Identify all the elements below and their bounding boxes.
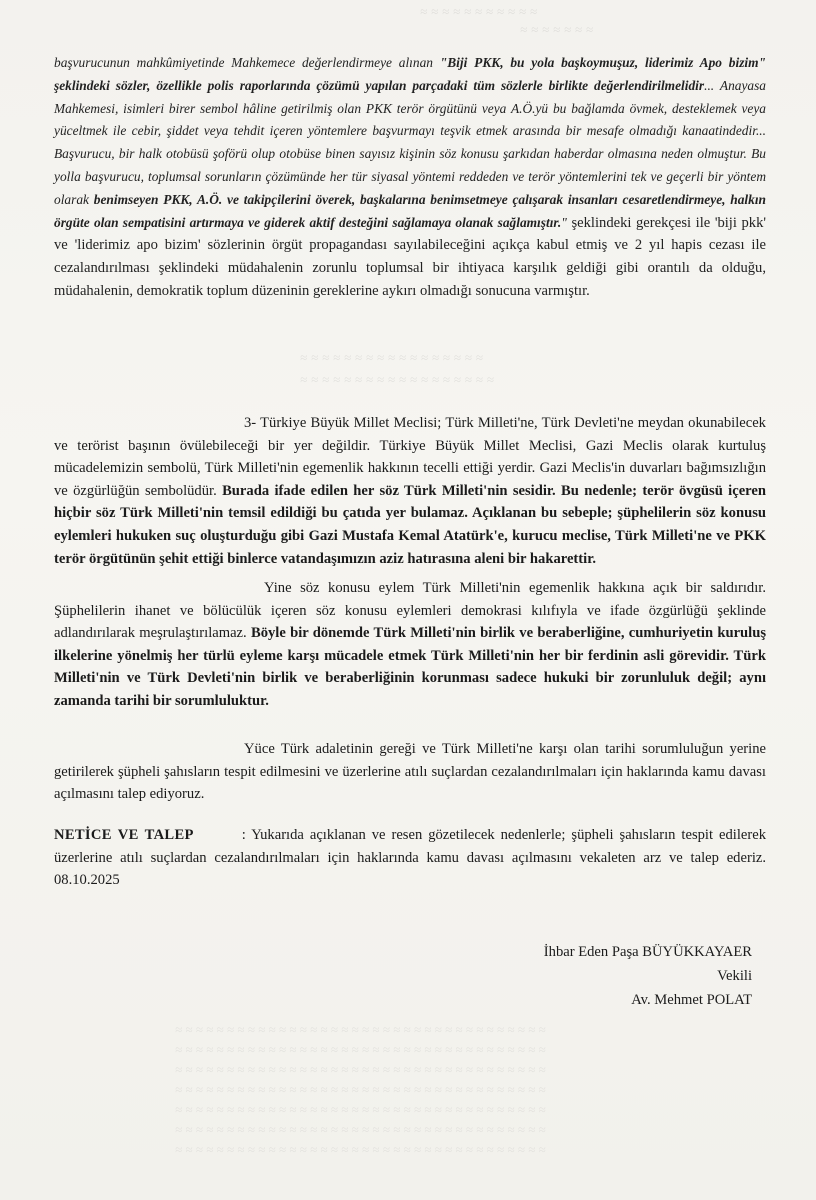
section-5-text: Yüce Türk adaletinin gereği ve Türk Milleti'ne karşı olan tarihi sorumluluğun yerine getirilerek şüpheli şahısların tespit edilmesini ve üzerlerine atılı suçlardan cezalandırılmaları için haklarında kamu davası açılmasını talep ediyoruz.: [54, 741, 766, 803]
quote-intro: başvurucunun mahkûmiyetinde Mahkemece değerlendirmeye alınan: [54, 55, 440, 70]
bleed-through-text-block: ≈ ≈ ≈ ≈ ≈ ≈ ≈ ≈ ≈ ≈ ≈ ≈ ≈ ≈ ≈ ≈ ≈ ≈ ≈ ≈ ≈ ≈ ≈ ≈ ≈ ≈ ≈ ≈ ≈ ≈ ≈ ≈ ≈ ≈ ≈ ≈ ≈ ≈ ≈ ≈ ≈ ≈ ≈ ≈ ≈ ≈ ≈ ≈ ≈ ≈ ≈ ≈ ≈ ≈ ≈ ≈ ≈ ≈ ≈ ≈ ≈ ≈ ≈ ≈ ≈ ≈ ≈ ≈ ≈ ≈ ≈ ≈ ≈ ≈ ≈ ≈ ≈ ≈ ≈ ≈ ≈ ≈ ≈ ≈ ≈ ≈ ≈ ≈ ≈ ≈ ≈ ≈ ≈ ≈ ≈ ≈ ≈ ≈ ≈ ≈ ≈ ≈ ≈ ≈ ≈ ≈ ≈ ≈ ≈ ≈ ≈ ≈ ≈ ≈ ≈ ≈ ≈ ≈ ≈ ≈ ≈ ≈ ≈ ≈ ≈ ≈ ≈ ≈ ≈ ≈ ≈ ≈ ≈ ≈ ≈ ≈ ≈ ≈ ≈ ≈ ≈ ≈ ≈ ≈ ≈ ≈ ≈ ≈ ≈ ≈ ≈ ≈ ≈ ≈ ≈ ≈ ≈ ≈ ≈ ≈ ≈ ≈ ≈ ≈ ≈ ≈ ≈ ≈ ≈ ≈ ≈ ≈ ≈ ≈ ≈ ≈ ≈ ≈ ≈ ≈ ≈ ≈ ≈ ≈ ≈ ≈ ≈ ≈ ≈ ≈ ≈ ≈ ≈ ≈ ≈ ≈ ≈ ≈ ≈ ≈ ≈ ≈ ≈ ≈ ≈ ≈ ≈ ≈ ≈ ≈ ≈ ≈ ≈ ≈ ≈ ≈ ≈ ≈ ≈ ≈ ≈ ≈ ≈ ≈ ≈ ≈ ≈ ≈ ≈ ≈ ≈ ≈ ≈ ≈ ≈ ≈ ≈ ≈ ≈ ≈ ≈ ≈ ≈ ≈ ≈ ≈ ≈ ≈ ≈ ≈ ≈ ≈: [175, 1022, 546, 1157]
netice-label: NETİCE VE TALEP: [54, 827, 194, 843]
section-3-text: Türkiye Büyük Millet Meclisi; Türk Milleti'ne, Türk Devleti'ne meydan okunabilecek ve terörist başının övülebileceği bir yer değildir. Türkiye Büyük Millet Meclisi, Gazi Meclis olarak kurtuluş mücadelemizin sembolü, Türk Milleti'nin egemenlik hakkının tecelli ettiği yerdir. Gazi Meclis'in duvarları bağımsızlığın ve özgürlüğün sembolüdür.: [54, 415, 766, 499]
netice-ve-talep: [54, 824, 766, 892]
section-4-bold: Böyle bir dönemde Türk Milleti'nin birlik ve beraberliğine, cumhuriyetin kuruluş ilkelerine yönelmiş her türlü eyleme karşı mücadele etmek Türk Milleti'nin her bir ferdinin asli görevidir. Türk Milleti'nin ve Türk Devleti'nin birlik ve beraberliğinin korunması sadece hukuki bir zorunluluk değil; aynı zamanda tarihi bir sorumluluktur.: [54, 625, 767, 709]
netice-text: Yukarıda açıklanan ve resen gözetilecek nedenlerle; şüpheli şahısların tespit edilerek üzerlerine atılı suçlardan cezalandırılmaları için haklarında kamu davası açılmasını vekaleten arz ve talep ederiz. 08.10.2025: [54, 827, 766, 889]
section-5-paragraph: [54, 738, 766, 806]
bleed-through-text: ≈ ≈ ≈ ≈ ≈ ≈ ≈ ≈ ≈ ≈ ≈: [420, 4, 538, 19]
quote-body: ... Anayasa Mahkemesi, isimleri birer sembol hâline getirilmiş olan PKK terör örgütünü veya A.Ö.yü bu bağlamda övmek, desteklemek veya yüceltmek ile cebir, şiddet veya tehdit içeren yöntemlere başvurmayı teşvik etmek arasında bir mesafe olmadığı kanaatindedir... Başvurucu, bir halk otobüsü şoförü olup otobüse binen sayısız kişinin söz konusu şarkıdan haberdar olmasına neden olmuştur. Bu yolla başvurucu, toplumsal sorunların çözümünde her tür siyasal yöntemi reddeden ve terör yöntemlerini tek ve geçerli bir yöntem olarak: [54, 77, 766, 207]
section-4-text: Yine söz konusu eylem Türk Milleti'nin egemenlik hakkına açık bir saldırıdır. Şüphelilerin ihanet ve bölücülük içeren söz konusu eylemleri demokrasi kılıfıyla ve ifade özgürlüğü şeklinde adlandırılarak meşrulaştırılamaz.: [54, 580, 766, 642]
quote-slogans: "Biji PKK, bu yola başkoymuşuz, liderimiz Apo bizim" şeklindeki sözler, özellikle polis raporlarında çözümü yapılan parçadaki tüm sözlerle birlikte değerlendirilmelidir: [54, 55, 766, 93]
signature-role: Vekili: [717, 968, 752, 984]
section-3-number: 3-: [244, 415, 261, 431]
section-3-bold: Burada ifade edilen her söz Türk Milleti'nin sesidir. Bu nedenle; terör övgüsü içeren hiçbir söz Türk Milleti'nin temsil edildiği bu çatıda yer bulamaz. Açıklanan bu sebeple; şüphelilerin söz konusu eylemleri hukuken suç oluşturduğu gibi Gazi Mustafa Kemal Atatürk'e, kurucu meclise, Türk Milleti'ne ve PKK terör örgütünün şehit ettiği binlerce vatandaşımızın aziz hatırasına aleni bir hakarettir.: [54, 482, 766, 567]
quote-conclusion: benimseyen PKK, A.Ö. ve takipçilerini överek, başkalarına benimsetmeye çalışarak insanları cesaretlendirmeye, halkın örgüte olan sempatisini artırmaya ve giderek aktif desteğini sağlamaya olanak sağlamıştır.: [54, 191, 766, 230]
bleed-through-text: ≈ ≈ ≈ ≈ ≈ ≈ ≈ ≈ ≈ ≈ ≈ ≈ ≈ ≈ ≈ ≈ ≈: [300, 350, 484, 365]
quoted-court-text: [54, 52, 766, 303]
quote-close: ": [561, 214, 567, 230]
bleed-through-text: ≈ ≈ ≈ ≈ ≈ ≈ ≈: [520, 22, 594, 37]
section-4-paragraph: [54, 577, 766, 713]
reasoning-text: şeklindeki gerekçesi ile 'biji pkk' ve 'liderimiz apo bizim' sözlerinin örgüt propagandası sayılabileceğini açıkça kabul etmiş ve 2 yıl hapis cezası ile cezalandırılması şeklindeki müdahalenin zorunlu toplumsal bir ihtiyaca karşılık geldiği gibi orantılı da olduğu, müdahalenin, demokratik toplum düzeninin gereklerine aykırı olmadığı sonucuna varmıştır.: [54, 214, 767, 299]
netice-separator: :: [241, 827, 246, 843]
signature-reporter: İhbar Eden Paşa BÜYÜKKAYAER: [543, 944, 752, 960]
signature-lawyer: Av. Mehmet POLAT: [631, 992, 752, 1008]
bleed-through-text: ≈ ≈ ≈ ≈ ≈ ≈ ≈ ≈ ≈ ≈ ≈ ≈ ≈ ≈ ≈ ≈ ≈ ≈: [300, 372, 495, 387]
section-3-paragraph: [54, 412, 766, 570]
signature-block: [544, 940, 752, 1012]
